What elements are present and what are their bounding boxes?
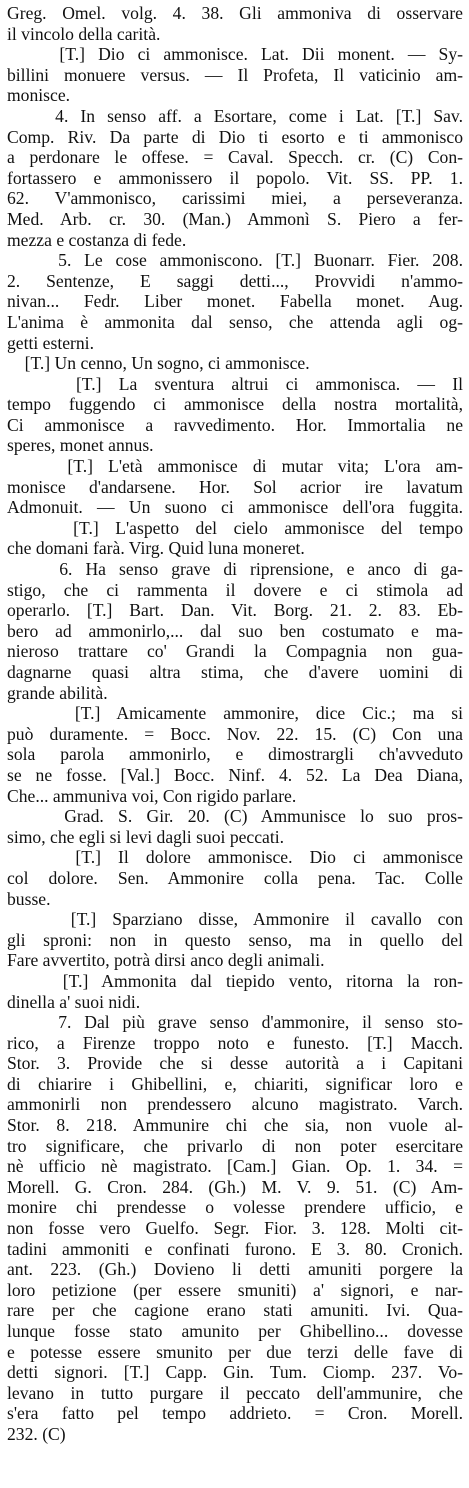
text-line: [T.] L'aspetto del cielo ammonisce del tempo	[7, 517, 463, 538]
text-line: [T.] L'età ammonisce di mutar vita; L'ora am-	[7, 456, 463, 477]
text-line: [T.] Ammonita dal tiepido vento, ritorna la ron-	[7, 970, 463, 991]
text-line: fortassero e ammonissero il popolo. Vit. SS. PP. 1.	[7, 167, 463, 188]
text-line: rare per che cagione erano stati amuniti. Ivi. Qua-	[7, 1300, 463, 1321]
text-line: detti signori. [T.] Capp. Gin. Tum. Ciomp. 237. Vo-	[7, 1362, 463, 1383]
text-line: speres, monet annus.	[7, 435, 154, 456]
text-line: [T.] Amicamente ammonire, dice Cic.; ma si	[7, 703, 463, 724]
text-line: dagnarne quasi altra stima, che d'avere uomini di	[7, 662, 463, 682]
text-line: [T.] Un cenno, Un sogno, ci ammonisce.	[7, 353, 310, 374]
text-line: loro petizione (per essere smuniti) a' signori, e nar-	[7, 1279, 463, 1300]
text-line: che domani farà. Virg. Quid luna moneret.	[7, 538, 305, 559]
text-line: stigo, che ci rammenta il dovere e ci stimola ad	[7, 579, 463, 600]
text-line: Admonuit. — Un suono ci ammonisce dell'ora fuggita.	[7, 497, 463, 518]
text-line: billini monuere versus. — Il Profeta, Il vaticinio am-	[7, 64, 463, 85]
text-line: Comp. Riv. Da parte di Dio ti esorto e ti ammonisco	[7, 126, 463, 147]
text-line: tadini ammoniti e confinati furono. E 3. 80. Cronich.	[7, 1238, 463, 1259]
text-line: Che... ammuniva voi, Con rigido parlare.	[7, 785, 297, 806]
text-line: tro significare, che privarlo di non poter esercitare	[7, 1135, 463, 1156]
text-line: 7. Dal più grave senso d'ammonire, il senso sto-	[7, 1012, 463, 1033]
text-line: [T.] Sparziano disse, Ammonire il cavallo con	[7, 909, 463, 930]
text-line: di chiarire i Ghibellini, e, chiariti, significar loro e	[7, 1073, 463, 1094]
text-line: s'era fatto pel tempo addrieto. = Cron. Morell.	[7, 1403, 463, 1424]
text-line: col dolore. Sen. Ammonire colla pena. Tac. Colle	[7, 867, 463, 888]
text-line: nivan... Fedr. Liber monet. Fabella monet. Aug.	[7, 291, 463, 312]
text-line: busse.	[7, 888, 51, 909]
text-line: [T.] Il dolore ammonisce. Dio ci ammonisce	[7, 847, 463, 868]
text-line: Greg. Omel. volg. 4. 38. Gli ammoniva di osservare	[7, 3, 463, 23]
text-line: Fare avvertito, potrà dirsi anco degli animali.	[7, 950, 325, 971]
text-line: 232. (C)	[7, 1423, 66, 1444]
text-line: 62. V'ammonisco, carissimi miei, a perseveranza.	[7, 188, 463, 209]
text-line: può duramente. = Bocc. Nov. 22. 15. (C) Con una	[7, 723, 463, 744]
text-line: getti esterni.	[7, 332, 94, 353]
text-line: se ne fosse. [Val.] Bocc. Ninf. 4. 52. La Dea Diana,	[7, 764, 463, 785]
text-line: nè ufficio nè magistrato. [Cam.] Gian. Op. 1. 34. =	[7, 1156, 463, 1177]
text-line: ant. 223. (Gh.) Dovieno li detti amuniti porgere la	[7, 1259, 463, 1280]
text-line: 4. In senso aff. a Esortare, come i Lat. [T.] Sav.	[7, 105, 463, 126]
text-line: sola parola ammonirlo, e dimostrargli ch'avveduto	[7, 744, 463, 765]
text-line: monisce d'andarsene. Hor. Sol acrior ire lavatum	[7, 476, 463, 497]
text-line: monire chi prendesse o volesse prendere ufficio, e	[7, 1197, 463, 1218]
text-line: gli sproni: non in questo senso, ma in quello del	[7, 929, 463, 950]
text-line: L'anima è ammonita dal senso, che attenda agli og-	[7, 311, 463, 332]
text-line: mezza e costanza di fede.	[7, 229, 187, 250]
text-line: monisce.	[7, 85, 71, 106]
text-line: a perdonare le offese. = Caval. Specch. cr. (C) Con-	[7, 147, 463, 168]
text-line: bero ad ammonirlo,... dal suo ben costumato e ma-	[7, 620, 463, 641]
text-line: 6. Ha senso grave di riprensione, e anco di ga-	[7, 559, 463, 580]
text-line: Med. Arb. cr. 30. (Man.) Ammonì S. Piero a fer-	[7, 208, 463, 229]
text-line: Grad. S. Gir. 20. (C) Ammunisce lo suo pros-	[7, 806, 463, 827]
text-line: dinella a' suoi nidi.	[7, 991, 141, 1012]
text-line: grande abilità.	[7, 682, 108, 703]
text-line: levano in tutto purgare il peccato dell'ammunire, che	[7, 1382, 463, 1403]
text-line: il vincolo della carità.	[7, 23, 161, 44]
text-line: Morell. G. Cron. 284. (Gh.) M. V. 9. 51. (C) Am-	[7, 1176, 463, 1197]
text-line: simo, che egli si levi dagli suoi peccati.	[7, 826, 285, 847]
text-line: tempo fuggendo ci ammonisce della nostra mortalità,	[7, 394, 463, 415]
text-line: e potesse essere smunito per due terzi delle fave di	[7, 1341, 463, 1362]
text-line: 5. Le cose ammoniscono. [T.] Buonarr. Fier. 208.	[7, 250, 463, 271]
text-line: [T.] Dio ci ammonisce. Lat. Dii monent. — Sy-	[7, 44, 463, 65]
text-line: Stor. 3. Provide che si desse autorità a i Capitani	[7, 1053, 463, 1074]
text-line: rico, a Firenze troppo noto e funesto. [T.] Macch.	[7, 1032, 463, 1053]
text-line: Stor. 8. 218. Ammunire chi che sia, non vuole al-	[7, 1115, 463, 1136]
text-line: [T.] La sventura altrui ci ammonisca. — Il	[7, 373, 463, 394]
text-line: lunque fosse stato amunito per Ghibellino... dovesse	[7, 1321, 463, 1341]
text-line: operarlo. [T.] Bart. Dan. Vit. Borg. 21. 2. 83. Eb-	[7, 600, 463, 621]
text-line: 2. Sentenze, E saggi detti..., Provvidi n'ammo-	[7, 270, 463, 291]
text-line: nieroso trattare co' Grandi la Compagnia non gua-	[7, 641, 463, 662]
text-line: non fosse vero Guelfo. Segr. Fior. 3. 128. Molti cit-	[7, 1218, 463, 1239]
text-line: Ci ammonisce a ravvedimento. Hor. Immortalia ne	[7, 414, 463, 435]
text-line: ammonirli non prendessero alcuno magistrato. Varch.	[7, 1094, 463, 1115]
